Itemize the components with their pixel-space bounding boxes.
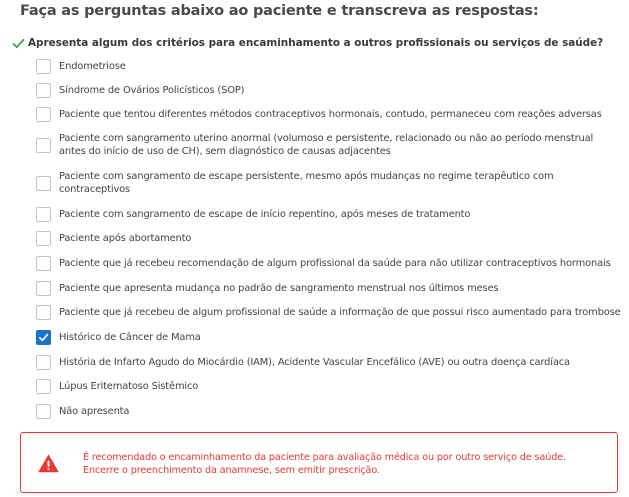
checkbox[interactable] bbox=[36, 176, 51, 191]
option-endometriose[interactable] bbox=[36, 59, 621, 74]
referral-alert bbox=[20, 432, 618, 493]
option-risco-trombose[interactable] bbox=[36, 305, 621, 320]
checkbox[interactable] bbox=[36, 256, 51, 271]
option-label: História de Infarto Agudo do Miocárdio (IAM), Acidente Vascular Encefálico (AVE) ou outra doença cardíaca bbox=[59, 357, 570, 368]
check-icon bbox=[12, 38, 25, 49]
option-label: Paciente que apresenta mudança no padrão de sangramento menstrual nos últimos meses bbox=[59, 283, 499, 294]
checkbox[interactable] bbox=[36, 355, 51, 370]
option-mudanca-padrao-sangramento[interactable] bbox=[36, 281, 621, 296]
option-label: Paciente que tentou diferentes métodos contraceptivos hormonais, contudo, permaneceu com reações adversas bbox=[59, 109, 602, 120]
checkbox[interactable] bbox=[36, 138, 51, 153]
question-header bbox=[12, 37, 622, 49]
checkbox[interactable] bbox=[36, 107, 51, 122]
option-sangramento-escape-persistente[interactable] bbox=[36, 170, 621, 196]
option-iam-ave[interactable] bbox=[36, 355, 621, 370]
checkbox-checked[interactable] bbox=[36, 330, 51, 345]
page-title: Faça as perguntas abaixo ao paciente e transcreva as respostas: bbox=[20, 3, 539, 19]
warning-icon bbox=[38, 454, 59, 473]
option-sangramento-escape-repentino[interactable] bbox=[36, 207, 621, 222]
alert-line-1: É recomendado o encaminhamento da paciente para avaliação médica ou por outro serviço de saúde. bbox=[83, 452, 566, 463]
checkbox[interactable] bbox=[36, 305, 51, 320]
option-label: Lúpus Eritematoso Sistêmico bbox=[59, 381, 199, 392]
option-recomendacao-nao-utilizar[interactable] bbox=[36, 256, 621, 271]
option-nao-apresenta[interactable] bbox=[36, 404, 621, 419]
option-label: Endometriose bbox=[59, 61, 126, 72]
checkbox[interactable] bbox=[36, 379, 51, 394]
option-label: Síndrome de Ovários Policísticos (SOP) bbox=[59, 85, 245, 96]
option-lupus[interactable] bbox=[36, 379, 621, 394]
question-text: Apresenta algum dos critérios para encaminhamento a outros profissionais ou serviços de saúde? bbox=[28, 37, 604, 49]
option-reacoes-adversas[interactable] bbox=[36, 107, 621, 122]
checkbox[interactable] bbox=[36, 404, 51, 419]
option-label: Paciente após abortamento bbox=[59, 233, 192, 244]
checkbox[interactable] bbox=[36, 231, 51, 246]
option-label: Paciente que já recebeu de algum profissional de saúde a informação de que possui risco aumentado para trombose bbox=[59, 307, 621, 318]
option-label: Não apresenta bbox=[59, 406, 130, 417]
option-cancer-de-mama[interactable] bbox=[36, 330, 621, 345]
alert-line-2: Encerre o preenchimento da anamnese, sem emitir prescrição. bbox=[83, 465, 380, 476]
option-abortamento[interactable] bbox=[36, 231, 621, 246]
option-sop[interactable] bbox=[36, 83, 621, 98]
checkbox[interactable] bbox=[36, 207, 51, 222]
option-label: Paciente com sangramento de escape de início repentino, após meses de tratamento bbox=[59, 209, 471, 220]
option-sangramento-uterino-anormal[interactable] bbox=[36, 132, 621, 158]
checkbox[interactable] bbox=[36, 281, 51, 296]
option-label: Paciente que já recebeu recomendação de algum profissional da saúde para não utilizar contraceptivos hormonais bbox=[59, 258, 611, 269]
checkmark-icon bbox=[38, 332, 49, 343]
option-label: Paciente com sangramento de escape persistente, mesmo após mudanças no regime terapêutico com contraceptivos bbox=[59, 171, 554, 195]
checkbox[interactable] bbox=[36, 59, 51, 74]
option-label: Paciente com sangramento uterino anormal (volumoso e persistente, relacionado ou não ao período menstrual antes do início de uso de CH), sem diagnóstico de causas adjacentes bbox=[59, 133, 594, 157]
alert-message bbox=[83, 451, 603, 477]
checkbox[interactable] bbox=[36, 83, 51, 98]
option-label: Histórico de Câncer de Mama bbox=[59, 332, 201, 343]
